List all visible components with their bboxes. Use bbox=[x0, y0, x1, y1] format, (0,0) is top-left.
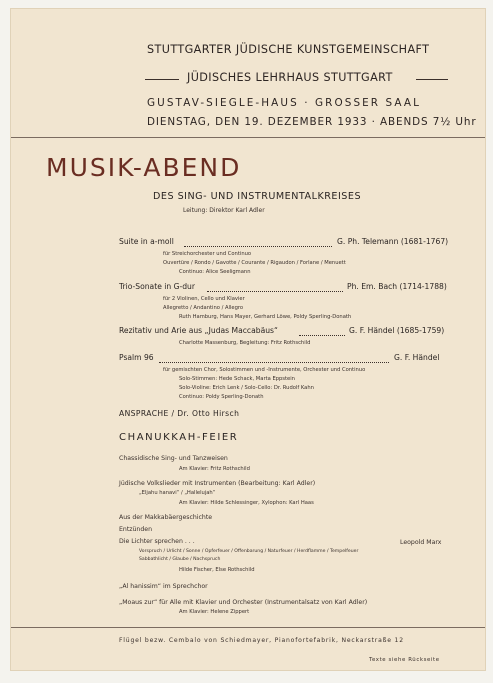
chanukkah-item: Chassidische Sing- und Tanzweisen bbox=[119, 455, 228, 462]
chanukkah-line: Sabbathlicht / Glaube / Nachspruch bbox=[139, 557, 221, 562]
ansprache: ANSPRACHE / Dr. Otto Hirsch bbox=[119, 409, 240, 418]
chanukkah-right: Leopold Marx bbox=[400, 539, 442, 546]
chanukkah-line: Am Klavier: Helene Zippert bbox=[179, 609, 250, 615]
footnote: Texte siehe Rückseite bbox=[369, 657, 440, 663]
program-line: Solo-Violine: Erich Lenk / Solo-Cello: Dr. Rudolf Kahn bbox=[179, 385, 314, 391]
header-venue: GUSTAV-SIEGLE-HAUS · GROSSER SAAL bbox=[147, 97, 422, 109]
dot-leader bbox=[184, 246, 332, 247]
chanukkah-item: Die Lichter sprechen . . . bbox=[119, 538, 195, 545]
leitung: Leitung: Direktor Karl Adler bbox=[183, 207, 265, 214]
chanukkah-item: Aus der Makkabäergeschichte bbox=[119, 514, 213, 521]
chanukkah-item: „Al hanissim“ im Sprechchor bbox=[119, 583, 208, 590]
chanukkah-line: Hilde Fischer, Else Rothschild bbox=[179, 567, 255, 573]
header-lehrhaus: JÜDISCHES LEHRHAUS STUTTGART bbox=[187, 71, 393, 84]
header-rule-left bbox=[145, 79, 179, 80]
chanukkah-item: Entzünden bbox=[119, 526, 153, 533]
header-rule-right bbox=[416, 79, 448, 80]
program-sheet bbox=[10, 8, 486, 671]
program-line: für Streichorchester und Continuo bbox=[163, 251, 252, 257]
header-org: STUTTGARTER JÜDISCHE KUNSTGEMEINSCHAFT bbox=[147, 43, 430, 56]
program-title-4: Psalm 96 bbox=[119, 353, 154, 362]
program-line: für 2 Violinen, Cello und Klavier bbox=[163, 296, 245, 302]
program-line: Solo-Stimmen: Hede Schack, Marta Eppstein bbox=[179, 376, 295, 382]
program-composer-4: G. F. Händel bbox=[394, 353, 440, 362]
chanukkah-line: „Eljahu hanavi“ / „Hallelujah“ bbox=[139, 490, 216, 496]
page-title: MUSIK-ABEND bbox=[46, 153, 242, 182]
program-composer-1: G. Ph. Telemann (1681-1767) bbox=[337, 237, 449, 246]
chanukkah-title: CHANUKKAH-FEIER bbox=[119, 432, 239, 443]
dot-leader bbox=[159, 362, 389, 363]
program-line: Continuo: Poldy Sperling-Donath bbox=[179, 394, 264, 400]
footer-divider bbox=[11, 627, 485, 628]
program-line: für gemischten Chor, Solostimmen und -Instrumente, Orchester und Continuo bbox=[163, 367, 366, 373]
program-title-3: Rezitativ und Arie aus „Judas Maccabäus“ bbox=[119, 326, 278, 335]
program-line: Allegretto / Andantino / Allegro bbox=[163, 305, 244, 311]
program-line: Ouvertüre / Rondo / Gavotte / Courante / Rigaudon / Forlane / Menuett bbox=[163, 260, 346, 266]
program-line: Charlotte Massenburg, Begleitung: Fritz Rothschild bbox=[179, 340, 311, 346]
program-composer-2: Ph. Em. Bach (1714-1788) bbox=[347, 282, 447, 291]
header-date: DIENSTAG, DEN 19. DEZEMBER 1933 · ABENDS 7½ Uhr bbox=[147, 116, 477, 128]
chanukkah-item: Jüdische Volkslieder mit Instrumenten (Bearbeitung: Karl Adler) bbox=[119, 480, 316, 487]
footer-note: Flügel bezw. Cembalo von Schiedmayer, Pianofortefabrik, Neckarstraße 12 bbox=[119, 637, 404, 644]
program-title-1: Suite in a-moll bbox=[119, 237, 174, 246]
program-title-2: Trio-Sonate in G-dur bbox=[119, 282, 195, 291]
chanukkah-item: „Moaus zur“ für Alle mit Klavier und Orchester (Instrumentalsatz von Karl Adler) bbox=[119, 599, 368, 606]
dot-leader bbox=[207, 291, 343, 292]
program-line: Ruth Hamburg, Hans Mayer, Gerhard Löwe, Poldy Sperling-Donath bbox=[179, 314, 352, 320]
program-line: Continuo: Alice Seeligmann bbox=[179, 269, 251, 275]
chanukkah-line: Am Klavier: Hilde Schlessinger, Xylophon: Karl Haas bbox=[179, 500, 314, 506]
chanukkah-line: Am Klavier: Fritz Rothschild bbox=[179, 466, 250, 472]
chanukkah-line: Vorspruch / Urlicht / Sonne / Opferfeuer / Offenbarung / Naturfeuer / Herdflamme / Tempelfeuer bbox=[139, 549, 359, 554]
subtitle: DES SING- UND INSTRUMENTALKREISES bbox=[153, 191, 362, 202]
program-composer-3: G. F. Händel (1685-1759) bbox=[349, 326, 445, 335]
dot-leader bbox=[299, 335, 345, 336]
header-divider bbox=[11, 137, 485, 138]
